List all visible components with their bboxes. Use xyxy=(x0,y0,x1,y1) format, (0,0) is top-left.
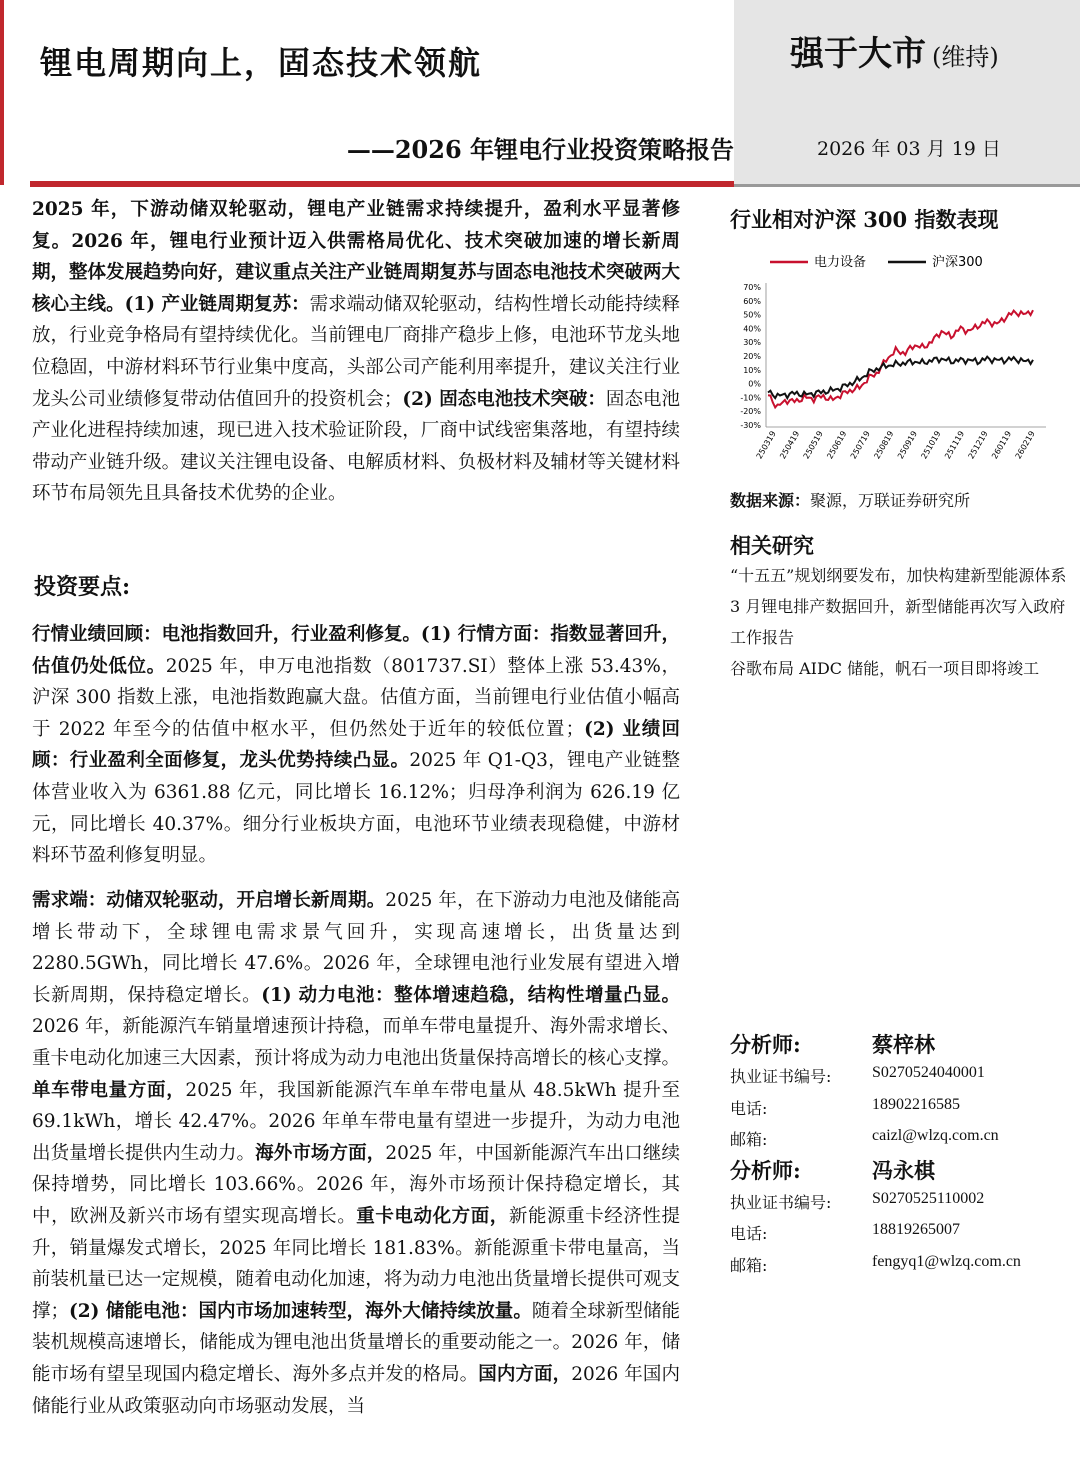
x-tick-label: 251119 xyxy=(943,429,967,461)
email-link[interactable]: caizl@wlzq.com.cn xyxy=(872,1127,999,1144)
x-tick-label: 251019 xyxy=(919,429,943,461)
x-tick-label: 250719 xyxy=(848,429,872,461)
y-tick-label: 30% xyxy=(743,338,761,348)
report-title: 锂电周期向上，固态技术领航 xyxy=(40,44,483,82)
y-tick-label: 0% xyxy=(748,379,761,389)
related-item[interactable]: 3 月锂电排产数据回升，新型储能再次写入政府工作报告 xyxy=(730,597,1066,647)
analyst-name: 冯永棋 xyxy=(872,1158,935,1183)
cert-number: S0270524040001 xyxy=(872,1064,985,1081)
phone-label: 电话: xyxy=(730,1099,768,1118)
rating-note: (维持) xyxy=(932,43,999,71)
summary-paragraph: 2025 年，下游动储双轮驱动，锂电产业链需求持续提升，盈利水平显著修复。2026 年，锂电行业预计迈入供需格局优化、技术突破加速的增长新周期，整体发展趋势向好，建议重点关注产业链周期复苏与固态电池技术突破两大核心主线。(1) 产业链周期复苏：需求端动储双轮驱动，结构性增长动能持续释放，行业竞争格局有望持续优化。当前锂电厂商排产稳步上修，电池环节龙头地位稳固，中游材料环节行业集中度高，头部公司产能利用率提升，建议关注行业龙头公司业绩修复带动估值回升的投资机会；(2) 固态电池技术突破：固态电池产业化进程持续加速，现已进入技术验证阶段，厂商中试线密集落地，有望持续带动产业链升级。建议关注锂电设备、电解质材料、负极材料及辅材等关键材料环节布局领先且具备技术优势的企业。 xyxy=(32,199,680,505)
left-accent-bar xyxy=(0,0,4,185)
cert-number: S0270525110002 xyxy=(872,1190,985,1207)
report-date: 2026 年 03 月 19 日 xyxy=(817,138,1001,160)
performance-chart xyxy=(728,245,1058,480)
x-tick-label: 250819 xyxy=(872,429,896,461)
y-tick-label: 60% xyxy=(743,296,761,306)
related-research-list xyxy=(730,560,1075,684)
analyst-label: 分析师: xyxy=(730,1158,801,1183)
email-label: 邮箱: xyxy=(730,1256,768,1275)
x-tick-label: 251219 xyxy=(966,429,990,461)
x-tick-label: 260219 xyxy=(1013,429,1037,461)
cert-label: 执业证书编号: xyxy=(730,1067,832,1086)
y-tick-label: -10% xyxy=(740,393,761,403)
rating-value: 强于大市 xyxy=(790,34,926,74)
y-tick-label: 50% xyxy=(743,310,761,320)
email-label: 邮箱: xyxy=(730,1130,768,1149)
related-research-title: 相关研究 xyxy=(730,533,814,558)
related-item[interactable]: 谷歌布局 AIDC 储能，帆石一项目即将竣工 xyxy=(730,659,1040,678)
phone-label: 电话: xyxy=(730,1224,768,1243)
y-tick-label: 40% xyxy=(743,324,761,334)
y-tick-label: 10% xyxy=(743,365,761,375)
y-tick-label: -20% xyxy=(740,407,761,417)
demand-paragraph: 需求端：动储双轮驱动，开启增长新周期。2025 年，在下游动力电池及储能高增长带动下，全球锂电需求景气回升，实现高速增长，出货量达到 2280.5GWh，同比增长 47.6%。2026 年，全球锂电池行业发展有望进入增长新周期，保持稳定增长。(1) 动力电池：整体增速趋稳，结构性增量凸显。2026 年，新能源汽车销量增速预计持稳，而单车带电量提升、海外需求增长、重卡电动化加速三大因素，预计将成为动力电池出货量保持高增长的核心支撑。单车带电量方面，2025 年，我国新能源汽车单车带电量从 48.5kWh 提升至 69.1kWh，增长 42.47%。2026 年单车带电量有望进一步提升，为动力电池出货量增长提供内生动力。海外市场方面，2025 年，中国新能源汽车出口继续保持增势，同比增长 103.66%。2026 年，海外市场预计保持稳定增长，其中，欧洲及新兴市场有望实现高增长。重卡电动化方面，新能源重卡经济性提升，销量爆发式增长，2025 年同比增长 181.83%。新能源重卡带电量高，当前装机量已达一定规模，随着电动化加速，将为动力电池出货量增长提供可观支撑；(2) 储能电池：国内市场加速转型，海外大储持续放量。随着全球新型储能装机规模高速增长，储能成为锂电池出货量增长的重要动能之一。2026 年，储能市场有望呈现国内稳定增长、海外多点并发的格局。国内方面，2026 年国内储能行业从政策驱动向市场驱动发展，当 xyxy=(32,890,680,1417)
series-line-2 xyxy=(768,357,1033,398)
x-tick-label: 250319 xyxy=(754,429,778,461)
section-title: 投资要点: xyxy=(34,574,131,600)
data-source: 数据来源：聚源，万联证券研究所 xyxy=(730,491,971,510)
report-subtitle: ——2026 年锂电行业投资策略报告 xyxy=(346,135,734,164)
side-divider xyxy=(734,184,1080,187)
related-item[interactable]: “十五五”规划纲要发布，加快构建新型能源体系 xyxy=(730,566,1067,585)
email-link[interactable]: fengyq1@wlzq.com.cn xyxy=(872,1253,1021,1270)
x-tick-label: 250519 xyxy=(801,429,825,461)
cert-label: 执业证书编号: xyxy=(730,1193,832,1212)
industry-rating xyxy=(790,26,999,75)
legend-label-series1: 电力设备 xyxy=(814,255,867,270)
phone-number: 18902216585 xyxy=(872,1096,960,1113)
x-tick-label: 250919 xyxy=(895,429,920,461)
legend-label-series2: 沪深300 xyxy=(932,255,983,270)
y-tick-label: 70% xyxy=(743,283,761,292)
y-tick-label: 20% xyxy=(743,352,761,361)
review-paragraph: 行情业绩回顾：电池指数回升，行业盈利修复。(1) 行情方面：指数显著回升，估值仍处低位。2025 年，申万电池指数（801737.SI）整体上涨 53.43%，沪深 300 指数上涨，电池指数跑赢大盘。估值方面，当前锂电行业估值小幅高于 2022 年至今的估值中枢水平，但仍然处于近年的较低位置；(2) 业绩回顾：行业盈利全面修复，龙头优势持续凸显。2025 年 Q1-Q3，锂电产业链整体营业收入为 6361.88 亿元，同比增长 16.12%；归母净利润为 626.19 亿元，同比增长 40.37%。细分行业板块方面，电池环节业绩表现稳健，中游材料环节盈利修复明显。 xyxy=(32,624,680,867)
phone-number: 18819265007 xyxy=(872,1221,960,1238)
x-tick-label: 260119 xyxy=(990,429,1014,461)
y-tick-label: -30% xyxy=(740,421,761,430)
analyst-name: 蔡梓林 xyxy=(872,1032,935,1057)
x-tick-label: 250419 xyxy=(778,429,802,461)
x-tick-label: 250619 xyxy=(825,429,849,461)
chart-title: 行业相对沪深 300 指数表现 xyxy=(730,207,999,232)
header-divider xyxy=(30,181,734,187)
analyst-label: 分析师: xyxy=(730,1032,801,1057)
